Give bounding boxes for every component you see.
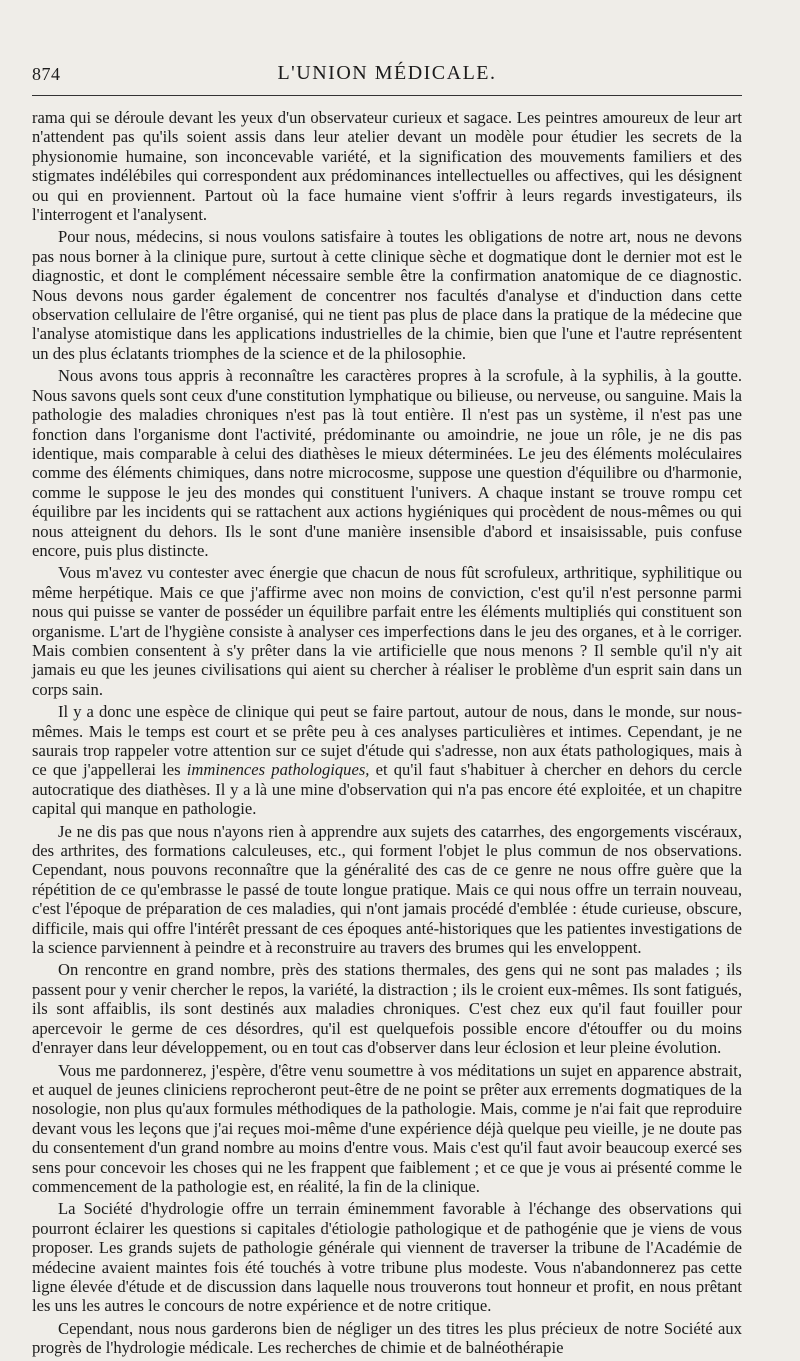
paragraph-3: Nous avons tous appris à reconnaître les caractères propres à la scrofule, à la syphilis, à la goutte. Nous savons quels sont ceux d'une constitution lymphatique ou bilieuse, ou nerveuse, ou sanguine. Mais la pathologie des maladies chroniques n'est pas là tout entière. Il n'est pas un système, il n'est pas une fonction dans l'organisme dont l'activité, prédominante ou amoindrie, ne joue un rôle, je ne dis pas identique, mais comparable à celui des diathèses le mieux déterminées. Le jeu des éléments moléculaires comme des éléments chimiques, dans notre microcosme, suppose une question d'équilibre ou d'harmonie, comme le suppose le jeu des mondes qui constituent l'univers. A chaque instant se trouve rompu cet équilibre par les incidents qui se rattachent aux actions hygiéniques qui procèdent de nous-mêmes ou qui nous atteignent du dehors. Ils le sont d'une manière insensible d'abord et insaisissable, puis confuse encore, puis plus distincte. — [32, 366, 742, 560]
paragraph-10: Cependant, nous nous garderons bien de négliger un des titres les plus précieux de notre Société aux progrès de l'hydrologie médicale. Les recherches de chimie et de balnéothérapie — [32, 1318, 742, 1358]
article-body — [32, 108, 742, 1361]
italic-term: imminences pathologiques, — [186, 760, 370, 780]
page-header — [32, 62, 742, 90]
paragraph-2: Pour nous, médecins, si nous voulons satisfaire à toutes les obligations de notre art, nous ne devons pas nous borner à la clinique pure, surtout à cette clinique sèche et dogmatique dont le dernier mot est le diagnostic, et dont le complément nécessaire semble être la confirmation anatomique de ce diagnostic. Nous devons nous garder également de concentrer nos facultés d'analyse et d'induction dans cette observation cellulaire de l'être organisé, qui ne tient pas plus de place dans la pratique de la médecine que l'analyse atomistique dans les applications industrielles de la chimie, bien que l'une et l'autre représentent un des plus éclatants triomphes de la science et de la philosophie. — [32, 227, 742, 363]
page-number: 874 — [32, 64, 61, 84]
paragraph-6: Je ne dis pas que nous n'ayons rien à apprendre aux sujets des catarrhes, des engorgements viscéraux, des arthrites, des formations calculeuses, etc., qui forment l'objet le plus commun de nos observations. Cependant, nous pouvons reconnaître que la généralité des cas de ce genre ne nous offre guère que la répétition de ce qu'embrasse le passé de toute longue pratique. Mais ce qui nous offre un terrain nouveau, c'est l'époque de préparation de ces maladies, qui n'ont jamais procédé d'emblée : étude curieuse, obscure, difficile, mais qui offre l'intérêt pressant de ces époques anté-historiques que les patientes investigations de la science parviennent à peindre et à reconstruire au travers des brumes qui les enveloppent. — [32, 821, 742, 958]
paragraph-5 — [32, 702, 742, 818]
paragraph-5-end: et qu'il faut s'habituer à chercher en dehors du cercle autocratique des diathèses. Il y a là une mine d'observation qui n'a pas encore été exploitée, et un chapitre capital qui manque en pathologie. — [32, 760, 742, 819]
paragraph-7: On rencontre en grand nombre, près des stations thermales, des gens qui ne sont pas malades ; ils passent pour y venir chercher le repos, la variété, la distraction ; ils le croient eux-mêmes. Ils sont fatigués, ils sont affaiblis, ils sont destinés aux maladies chroniques. C'est chez eux qu'il faut fouiller pour apercevoir le germe de ces désordres, qu'il est quelquefois possible encore d'étouffer ou du moins d'enrayer dans leur développement, ou en tout cas d'observer dans leur éclosion et leur pleine évolution. — [32, 960, 742, 1058]
journal-title: L'UNION MÉDICALE. — [277, 62, 497, 84]
paragraph-9: La Société d'hydrologie offre un terrain éminemment favorable à l'échange des observations qui pourront éclairer les questions si capitales d'étiologie pathologique et de pathogénie que je viens de vous proposer. Les grands sujets de pathologie générale qui viennent de traverser la tribune de l'Académie de médecine avaient maintes fois été touchés à votre tribune plus modeste. Vous n'abandonnerez pas cette ligne élevée d'étude et de discussion dans laquelle nous trouverons tout honneur et profit, en nous prêtant les uns les autres le concours de notre expérience et de notre critique. — [32, 1199, 742, 1316]
header-rule — [32, 95, 742, 96]
paragraph-4: Vous m'avez vu contester avec énergie que chacun de nous fût scrofuleux, arthritique, syphilitique ou même herpétique. Mais ce que j'affirme avec non moins de conviction, c'est qu'il n'est personne parmi nous qui puisse se vanter de posséder un équilibre parfait entre les éléments multipliés qui constituent son organisme. L'art de l'hygiène consiste à analyser ces imperfections dans le jeu des organes, et à le corriger. Mais combien consentent à s'y prêter dans la vie artificielle que nous menons ? Il semble qu'il n'y ait jamais eu que les jeunes civilisations qui aient su chercher à réaliser le problème d'un esprit sain dans un corps sain. — [32, 563, 742, 699]
paragraph-5-start: Il y a donc une espèce de clinique qui peut se faire partout, autour de nous, dans le monde, sur nous-mêmes. Mais le temps est court et se prête peu à ces analyses particulières et intimes. Cependant, je ne saurais trop rappeler votre attention sur ce sujet d'étude qui s'adresse, non aux états pathologiques, mais à ce que j'appellerai les — [32, 702, 742, 780]
paragraph-8: Vous me pardonnerez, j'espère, d'être venu soumettre à vos méditations un sujet en apparence abstrait, et auquel de jeunes cliniciens reprocheront peut-être de ne point se prêter aux errements dogmatiques de la nosologie, non plus qu'aux formules méthodiques de la pathologie. Mais, comme je n'ai fait que reproduire devant vous les leçons que j'ai reçues moi-même d'une expérience déjà quelque peu vieille, je ne doute pas du consentement d'un grand nombre au moins d'entre vous. Mais c'est qu'il faut avoir beaucoup exercé ses sens pour concevoir les choses qui ne les frappent que faiblement ; et ce que je vous ai présenté comme le commencement de la pathologie est, en réalité, la fin de la clinique. — [32, 1060, 742, 1196]
paragraph-1: rama qui se déroule devant les yeux d'un observateur curieux et sagace. Les peintres amoureux de leur art n'attendent pas qu'ils soient assis dans leur atelier devant un modèle pour étudier les secrets de la physionomie humaine, son inconcevable variété, et la signification des mouvements familiers et des stigmates indélébiles qui correspondent aux prédominances intellectuelles ou affectives, qui les désignent ou qui en proviennent. Partout où la face humaine vient s'offrir à leurs regards investigateurs, ils l'interrogent et l'analysent. — [32, 108, 742, 225]
